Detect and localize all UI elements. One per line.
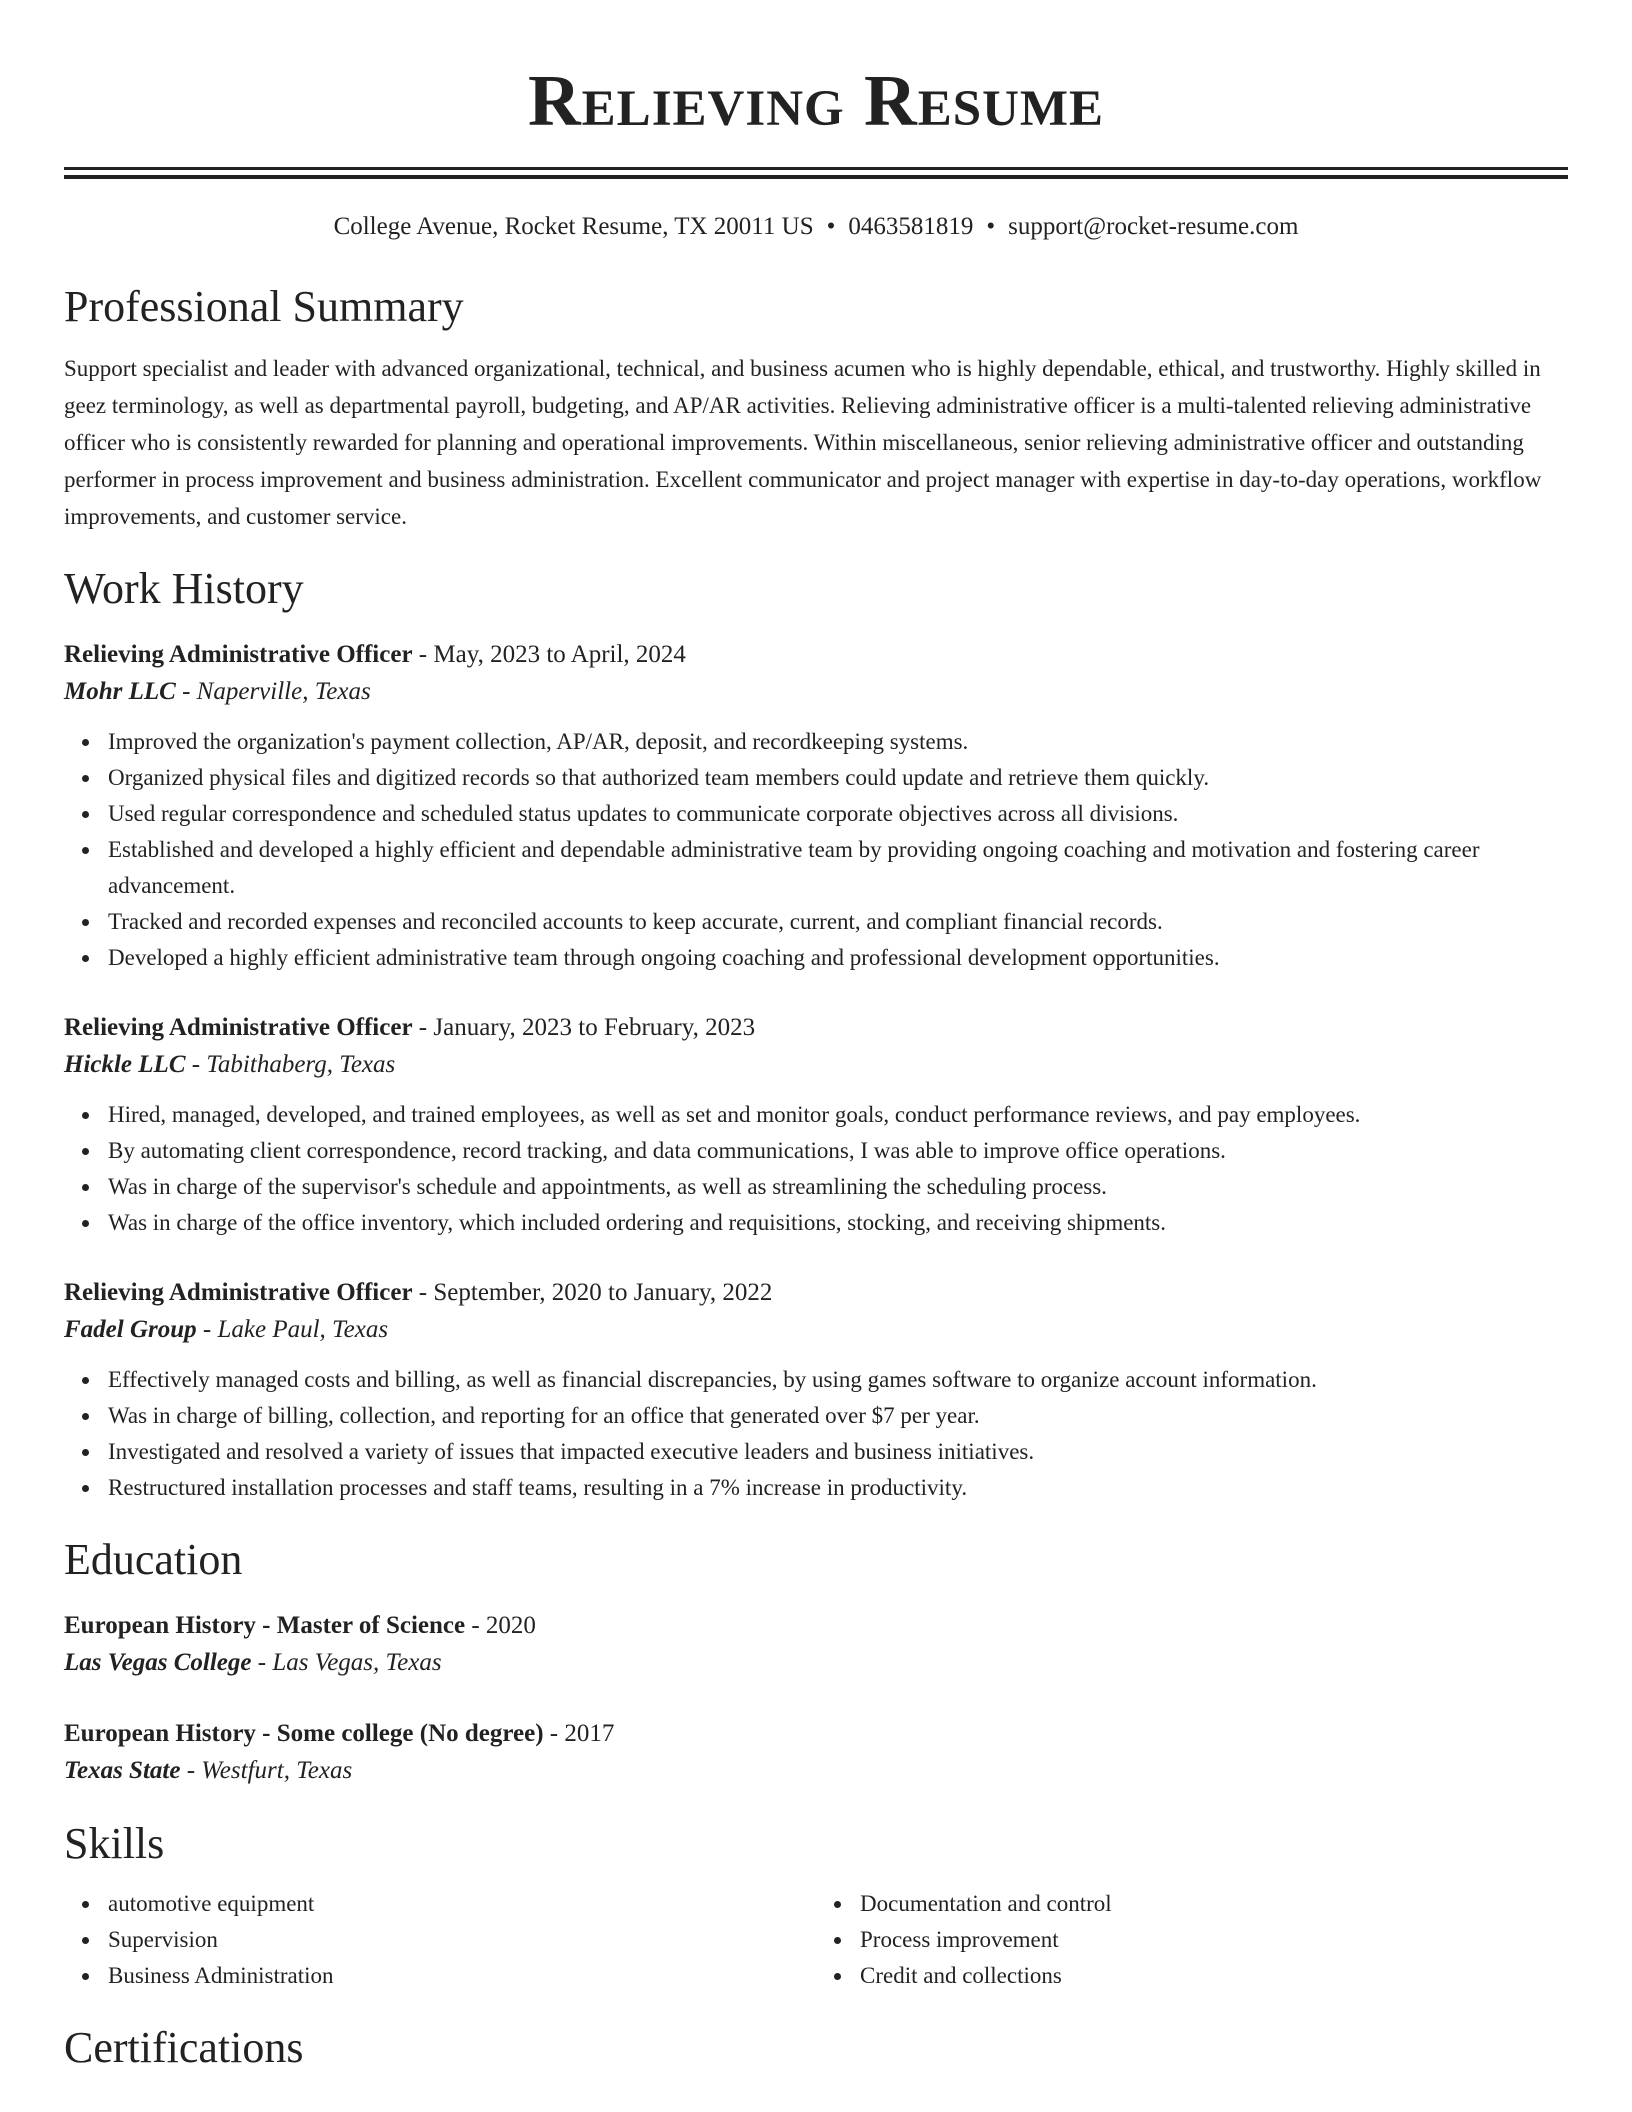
education-year: - 2017: [543, 1720, 615, 1747]
education-location: - Las Vegas, Texas: [251, 1649, 442, 1676]
job-dates: - May, 2023 to April, 2024: [412, 641, 686, 668]
skill-item: Documentation and control: [860, 1886, 1568, 1922]
job-bullets: [64, 1097, 1568, 1241]
job-location: - Lake Paul, Texas: [196, 1316, 389, 1343]
resume-name: Relieving Resume: [527, 60, 1105, 141]
work-history-heading: Work History: [64, 564, 304, 613]
education-heading: Education: [64, 1535, 243, 1584]
education-location: - Westfurt, Texas: [180, 1757, 353, 1784]
contact-line: [64, 211, 1568, 243]
contact-phone: 0463581819: [848, 213, 974, 240]
job-bullet: Effectively managed costs and billing, as well as financial discrepancies, by using games software to organize account information.: [108, 1362, 1568, 1398]
resume-content: [64, 0, 1568, 2076]
skill-item: Credit and collections: [860, 1958, 1568, 1994]
job-dates: - September, 2020 to January, 2022: [412, 1279, 773, 1306]
job-employer: [64, 1311, 1568, 1349]
skill-item: Business Administration: [108, 1958, 816, 1994]
job-bullet: Established and developed a highly efficient and dependable administrative team by providing ongoing coaching and motivation and fostering career advancement.: [108, 832, 1568, 904]
contact-address: College Avenue, Rocket Resume, TX 20011 US: [333, 213, 814, 240]
summary-heading: Professional Summary: [64, 282, 464, 331]
job-bullet: Organized physical files and digitized records so that authorized team members could update and retrieve them quickly.: [108, 760, 1568, 796]
skill-item: Process improvement: [860, 1922, 1568, 1958]
contact-separator: •: [986, 213, 996, 240]
job-bullets: [64, 724, 1568, 976]
education-degree: European History - Some college (No degree): [64, 1720, 544, 1747]
job-location: - Naperville, Texas: [175, 678, 371, 705]
job-bullet: Was in charge of the office inventory, which included ordering and requisitions, stocking, and receiving shipments.: [108, 1205, 1568, 1241]
skills-list-left: [64, 1886, 816, 1994]
job-role: Relieving Administrative Officer: [64, 1279, 413, 1306]
job-employer: [64, 673, 1568, 711]
job-entry: [64, 1010, 1568, 1241]
job-bullet: By automating client correspondence, record tracking, and data communications, I was able to improve office operations.: [108, 1133, 1568, 1169]
education-entry: [64, 1608, 1568, 1682]
job-dates: - January, 2023 to February, 2023: [412, 1014, 756, 1041]
job-employer: [64, 1046, 1568, 1084]
job-bullets: [64, 1362, 1568, 1506]
job-company: Fadel Group: [64, 1316, 197, 1343]
job-bullet: Restructured installation processes and staff teams, resulting in a 7% increase in productivity.: [108, 1470, 1568, 1506]
job-bullet: Hired, managed, developed, and trained employees, as well as set and monitor goals, conduct performance reviews, and pay employees.: [108, 1097, 1568, 1133]
skills-list-right: [816, 1886, 1568, 1994]
education-entry: [64, 1716, 1568, 1790]
job-entry: [64, 637, 1568, 976]
job-location: - Tabithaberg, Texas: [185, 1051, 396, 1078]
job-bullet: Was in charge of the supervisor's schedule and appointments, as well as streamlining the scheduling process.: [108, 1169, 1568, 1205]
skills-columns: [64, 1886, 1568, 1994]
job-company: Mohr LLC: [64, 678, 176, 705]
job-role: Relieving Administrative Officer: [64, 1014, 413, 1041]
certifications-heading: Certifications: [64, 2023, 304, 2072]
education-header: [64, 1608, 1568, 1644]
education-school: Las Vegas College: [64, 1649, 252, 1676]
job-bullet: Developed a highly efficient administrative team through ongoing coaching and professional development opportunities.: [108, 940, 1568, 976]
job-entry: [64, 1275, 1568, 1506]
header-divider-thin: [64, 167, 1568, 170]
job-bullet: Investigated and resolved a variety of issues that impacted executive leaders and business initiatives.: [108, 1434, 1568, 1470]
job-bullet: Improved the organization's payment collection, AP/AR, deposit, and recordkeeping systems.: [108, 724, 1568, 760]
education-school-line: [64, 1752, 1568, 1790]
job-header: [64, 1010, 1568, 1046]
education-year: - 2020: [465, 1612, 536, 1639]
job-header: [64, 1275, 1568, 1311]
contact-separator: •: [826, 213, 836, 240]
job-header: [64, 637, 1568, 673]
skills-heading: Skills: [64, 1819, 165, 1868]
skill-item: automotive equipment: [108, 1886, 816, 1922]
job-bullet: Tracked and recorded expenses and reconciled accounts to keep accurate, current, and compliant financial records.: [108, 904, 1568, 940]
education-header: [64, 1716, 1568, 1752]
job-bullet: Used regular correspondence and scheduled status updates to communicate corporate objectives across all divisions.: [108, 796, 1568, 832]
contact-email: support@rocket-resume.com: [1008, 213, 1299, 240]
job-bullet: Was in charge of billing, collection, and reporting for an office that generated over $7 per year.: [108, 1398, 1568, 1434]
education-school-line: [64, 1644, 1568, 1682]
education-degree: European History - Master of Science: [64, 1612, 466, 1639]
job-role: Relieving Administrative Officer: [64, 641, 413, 668]
skill-item: Supervision: [108, 1922, 816, 1958]
education-school: Texas State: [64, 1757, 181, 1784]
job-company: Hickle LLC: [64, 1051, 186, 1078]
header-divider-thick: [64, 175, 1568, 179]
summary-text: Support specialist and leader with advanced organizational, technical, and business acumen who is highly dependable, ethical, and trustworthy. Highly skilled in geez terminology, as well as departmental payroll, budgeting, and AP/AR activities. Relieving administrative officer is a multi-talented relieving administrative officer who is consistently rewarded for planning and operational improvements. Within miscellaneous, senior relieving administrative officer and outstanding performer in process improvement and business administration. Excellent communicator and project manager with expertise in day-to-day operations, workflow improvements, and customer service.: [64, 356, 1542, 529]
